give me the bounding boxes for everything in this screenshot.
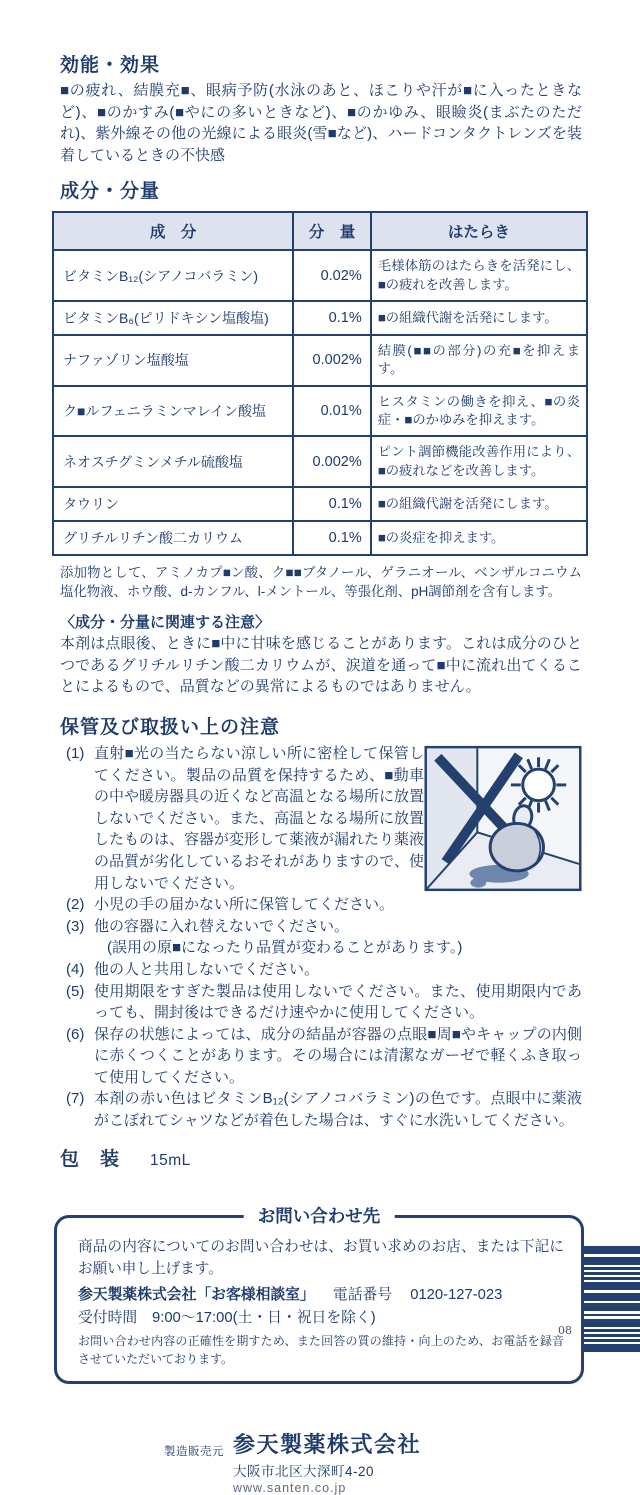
- storage-item-number: (4): [66, 960, 85, 978]
- storage-item: [60, 959, 582, 981]
- ingredient-effect: 毛様体筋のはたらきを活発にし、■の疲れを改善します。: [371, 250, 587, 301]
- company-block: [233, 1432, 421, 1494]
- storage-item-number: (7): [66, 1090, 85, 1108]
- storage-item: [60, 743, 582, 894]
- ingredients-title: 成分・分量: [60, 181, 161, 203]
- contact-recording-note: お問い合わせ内容の正確性を期すため、また回答の質の維持・向上のため、お電話を録音させていただいております。: [78, 1334, 564, 1367]
- storage-item-text: 使用期限をすぎた製品は使用しないでください。また、使用期限内であっても、開封後はできるだけ速やかに使用してください。: [94, 982, 582, 1022]
- section-storage: [60, 712, 582, 1132]
- ingredient-effect: ■の炎症を抑えます。: [371, 521, 587, 555]
- ingredient-effect: ■の組織代謝を活発にします。: [371, 301, 587, 335]
- contact-company-name: 参天製薬株式会社「お客様相談室」: [78, 1287, 315, 1304]
- section-packaging: [60, 1144, 582, 1171]
- dosage-note-title: 〈成分・分量に関連する注意〉: [60, 614, 271, 632]
- footer: [164, 1432, 582, 1494]
- contact-box-title: お問い合わせ先: [244, 1205, 395, 1227]
- ingredient-amount: 0.02%: [293, 250, 370, 301]
- packaging-title: 包 装: [60, 1148, 121, 1170]
- ingredient-effect: ヒスタミンの働きを抑え、■の炎症・■のかゆみを抑えます。: [371, 386, 587, 437]
- company-name: 参天製薬株式会社: [233, 1432, 422, 1458]
- storage-item: [60, 916, 582, 959]
- contact-company-line: [78, 1283, 564, 1304]
- storage-item: [60, 981, 582, 1024]
- no-heat-sunlight-icon: [424, 743, 582, 894]
- col-header-function: はたらき: [371, 212, 587, 250]
- storage-item-text: 直射■光の当たらない涼しい所に密栓して保管してください。製品の品質を保持するため、■動車の中や暖房器具の近くなど高温となる場所に放置しないでください。また、高温となる場所に放置したものは、容器が変形して薬液が漏れたり薬液の品質が劣化しているおそれがありますので、使用しないでください。: [94, 744, 425, 892]
- storage-list: [60, 743, 582, 1132]
- storage-item-number: (3): [66, 917, 85, 935]
- ingredient-row: [53, 250, 587, 301]
- storage-title: 保管及び取扱い上の注意: [60, 716, 281, 738]
- ingredient-row: [53, 436, 587, 487]
- ingredient-name: ビタミンB₁₂(シアノコバラミン): [53, 250, 293, 301]
- storage-item: [60, 1088, 582, 1131]
- contact-phone-number: 0120-127-023: [410, 1287, 503, 1304]
- storage-item-number: (6): [66, 1025, 85, 1043]
- ingredient-name: ナファゾリン塩酸塩: [53, 335, 293, 386]
- ingredient-row: [53, 335, 587, 386]
- ingredients-table: [52, 211, 588, 556]
- maker-label: 製造販売元: [164, 1446, 224, 1459]
- col-header-amount: 分 量: [293, 212, 370, 250]
- ingredient-name: ク■ルフェニラミンマレイン酸塩: [53, 386, 293, 437]
- page-code: 08: [558, 1324, 572, 1337]
- storage-item-text: 他の人と共用しないでください。: [94, 960, 320, 978]
- ingredient-row: [53, 301, 587, 335]
- ingredient-row: [53, 487, 587, 521]
- company-address: 大阪市北区大深町4-20: [233, 1463, 375, 1479]
- section-efficacy: [60, 50, 582, 166]
- storage-item: [60, 894, 582, 916]
- ingredient-name: グリチルリチン酸二カリウム: [53, 521, 293, 555]
- ingredient-row: [53, 386, 587, 437]
- col-header-component: 成 分: [53, 212, 293, 250]
- ingredient-effect: ■の組織代謝を活発にします。: [371, 487, 587, 521]
- contact-hours: 受付時間 9:00〜17:00(土・日・祝日を除く): [78, 1310, 376, 1327]
- efficacy-body: ■の疲れ、結膜充■、眼病予防(水泳のあと、ほこりや汗が■に入ったときなど)、■のかすみ(■やにの多いときなど)、■のかゆみ、眼瞼炎(まぶたのただれ)、紫外線その他の光線による眼炎(雪■など)、ハードコンタクトレンズを装着しているときの不快感: [60, 82, 582, 164]
- additives-note: 添加物として、アミノカプ■ン酸、ク■■ブタノール、ゲラニオール、ベンザルコニウム塩化物液、ホウ酸、d-カンフル、l-メントール、等張化剤、pH調節剤を含有します。: [60, 565, 582, 600]
- contact-phone-label: 電話番号: [332, 1287, 393, 1304]
- ingredient-amount: 0.1%: [293, 487, 370, 521]
- storage-item-number: (2): [66, 896, 85, 914]
- ingredient-amount: 0.002%: [293, 436, 370, 487]
- ingredient-amount: 0.01%: [293, 386, 370, 437]
- contact-box: [54, 1205, 584, 1385]
- ingredient-name: ネオスチグミンメチル硫酸塩: [53, 436, 293, 487]
- storage-item-number: (5): [66, 982, 85, 1000]
- storage-item-subnote: (誤用の原■になったり品質が変わることがあります。): [107, 939, 463, 957]
- storage-item-text: 本剤の赤い色はビタミンB₁₂(シアノコバラミン)の色です。点眼中に薬液がこぼれてシャツなどが着色した場合は、すぐに水洗いしてください。: [94, 1090, 582, 1130]
- contact-body: 商品の内容についてのお問い合わせは、お買い求めのお店、または下記にお願い申し上げます。: [78, 1238, 564, 1277]
- packaging-value: 15mL: [150, 1151, 191, 1169]
- storage-item-number: (1): [66, 744, 85, 762]
- ingredient-amount: 0.1%: [293, 521, 370, 555]
- ingredient-name: タウリン: [53, 487, 293, 521]
- company-website: www.santen.co.jp: [233, 1480, 347, 1495]
- storage-item-text: 小児の手の届かない所に保管してください。: [94, 896, 395, 914]
- section-ingredients: [60, 176, 582, 698]
- storage-item: [60, 1024, 582, 1089]
- ingredient-row: [53, 521, 587, 555]
- efficacy-title: 効能・効果: [60, 55, 161, 76]
- ingredient-effect: 結膜(■■の部分)の充■を抑えます。: [371, 335, 587, 386]
- storage-item-main: 他の容器に入れ替えないでください。: [94, 917, 350, 935]
- ingredients-header-row: [53, 212, 587, 250]
- storage-item-text: [94, 916, 582, 959]
- ingredient-amount: 0.002%: [293, 335, 370, 386]
- ingredient-name: ビタミンB₆(ピリドキシン塩酸塩): [53, 301, 293, 335]
- ingredient-amount: 0.1%: [293, 301, 370, 335]
- storage-item-text: 保存の状態によっては、成分の結晶が容器の点眼■周■やキャップの内側に赤くつくことがあります。その場合には清潔なガーゼで軽くふき取って使用してください。: [94, 1025, 582, 1086]
- ingredient-effect: ピント調節機能改善作用により、■の疲れなどを改善します。: [371, 436, 587, 487]
- barcode: [583, 1246, 640, 1352]
- dosage-note-body: 本剤は点眼後、ときに■中に甘味を感じることがあります。これは成分のひとつであるグリチルリチン酸二カリウムが、涙道を通って■中に流れ出てくることによるもので、品質などの異常によるものではありません。: [60, 635, 582, 696]
